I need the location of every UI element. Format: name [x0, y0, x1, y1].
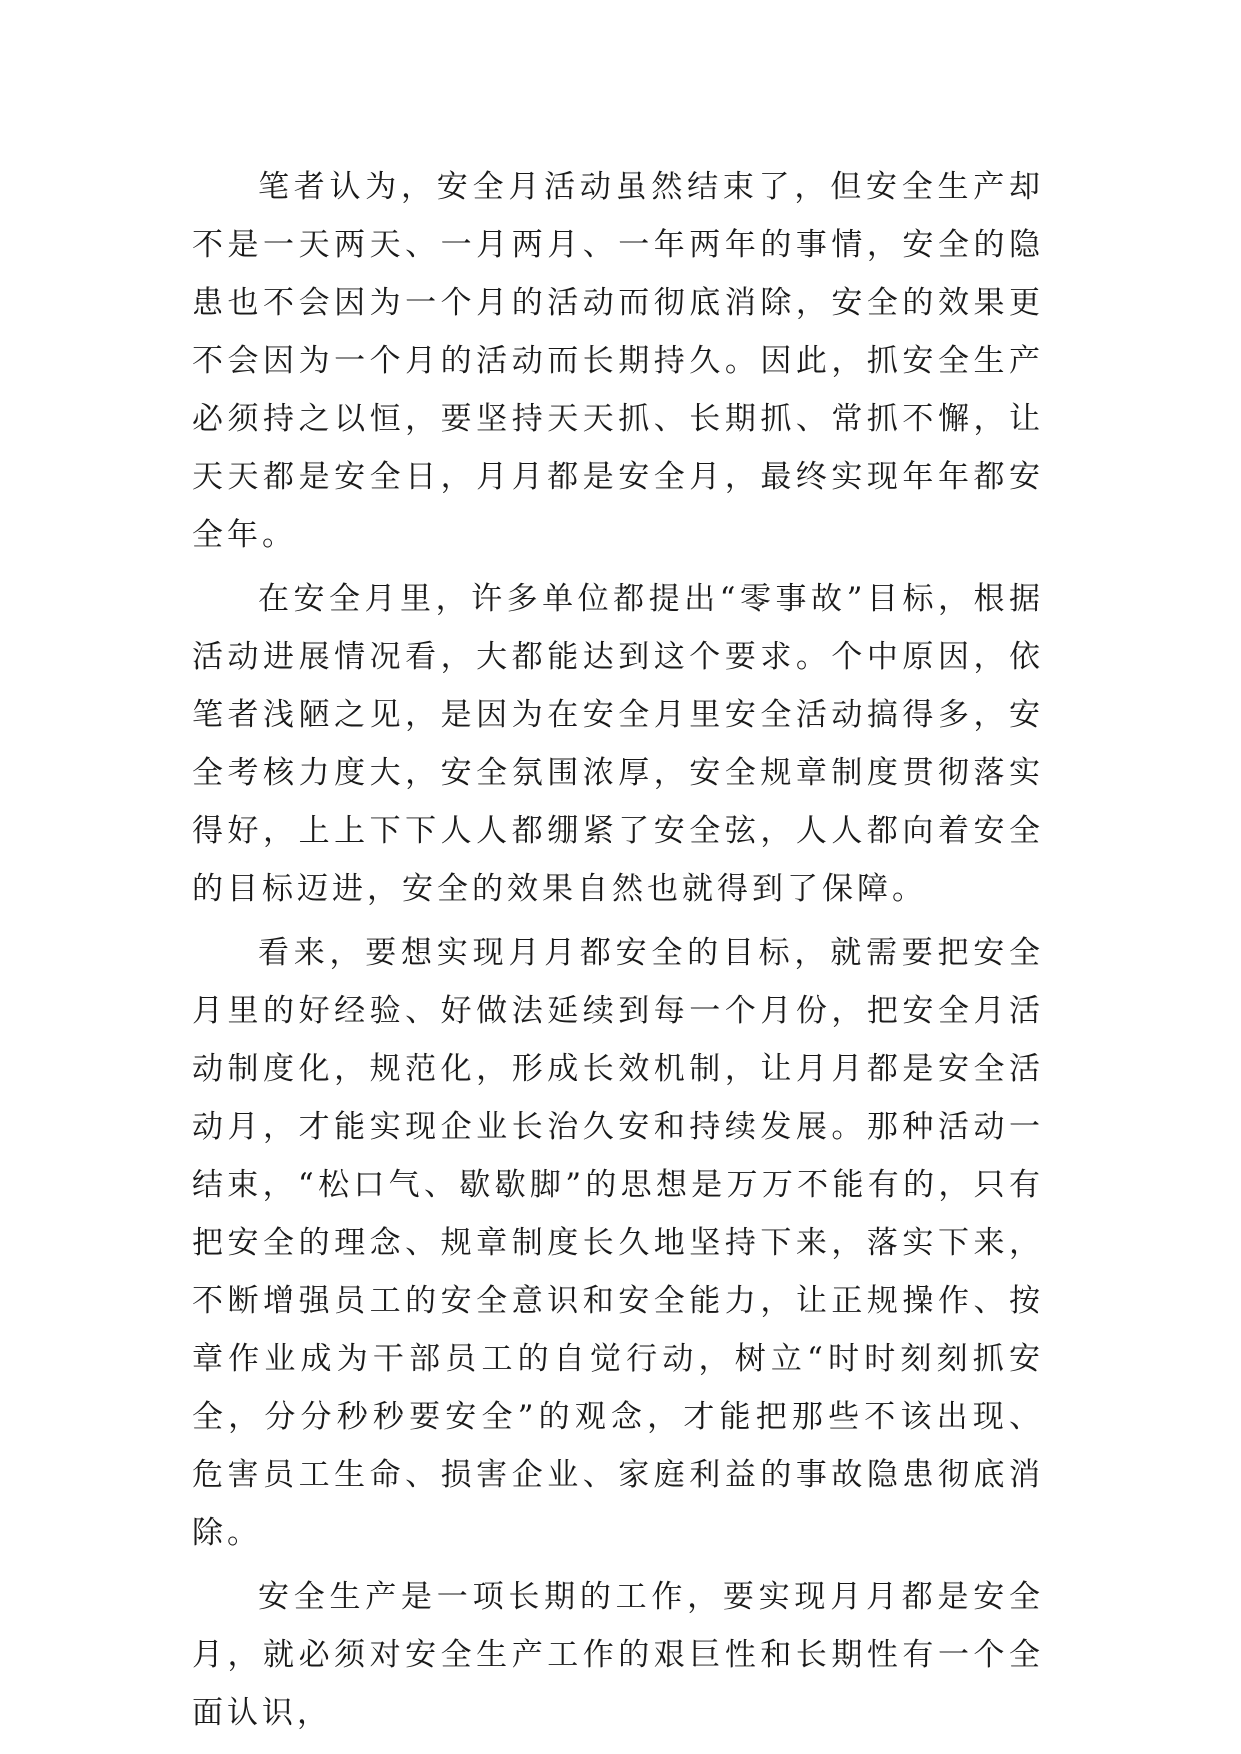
paragraph: 安全生产是一项长期的工作，要实现月月都是安全月，就必须对安全生产工作的艰巨性和长期性有一个全面认识，: [192, 1579, 1044, 1731]
paragraph: 在安全月里，许多单位都提出“零事故”目标，根据活动进展情况看，大都能达到这个要求。个中原因，依笔者浅陋之见，是因为在安全月里安全活动搞得多，安全考核力度大，安全氛围浓厚，安全规章制度贯彻落实得好，上上下下人人都绷紧了安全弦，人人都向着安全的目标迈进，安全的效果自然也就得到了保障。: [192, 581, 1044, 907]
document-body: [192, 158, 1044, 1748]
paragraph: 看来，要想实现月月都安全的目标，就需要把安全月里的好经验、好做法延续到每一个月份，把安全月活动制度化，规范化，形成长效机制，让月月都是安全活动月，才能实现企业长治久安和持续发展。那种活动一结束，“松口气、歇歇脚”的思想是万万不能有的，只有把安全的理念、规章制度长久地坚持下来，落实下来，不断增强员工的安全意识和安全能力，让正规操作、按章作业成为干部员工的自觉行动，树立“时时刻刻抓安全，分分秒秒要安全”的观念，才能把那些不该出现、危害员工生命、损害企业、家庭利益的事故隐患彻底消除。: [192, 935, 1044, 1551]
paragraph: 笔者认为，安全月活动虽然结束了，但安全生产却不是一天两天、一月两月、一年两年的事情，安全的隐患也不会因为一个月的活动而彻底消除，安全的效果更不会因为一个月的活动而长期持久。因此，抓安全生产必须持之以恒，要坚持天天抓、长期抓、常抓不懈，让天天都是安全日，月月都是安全月，最终实现年年都安全年。: [192, 169, 1044, 553]
